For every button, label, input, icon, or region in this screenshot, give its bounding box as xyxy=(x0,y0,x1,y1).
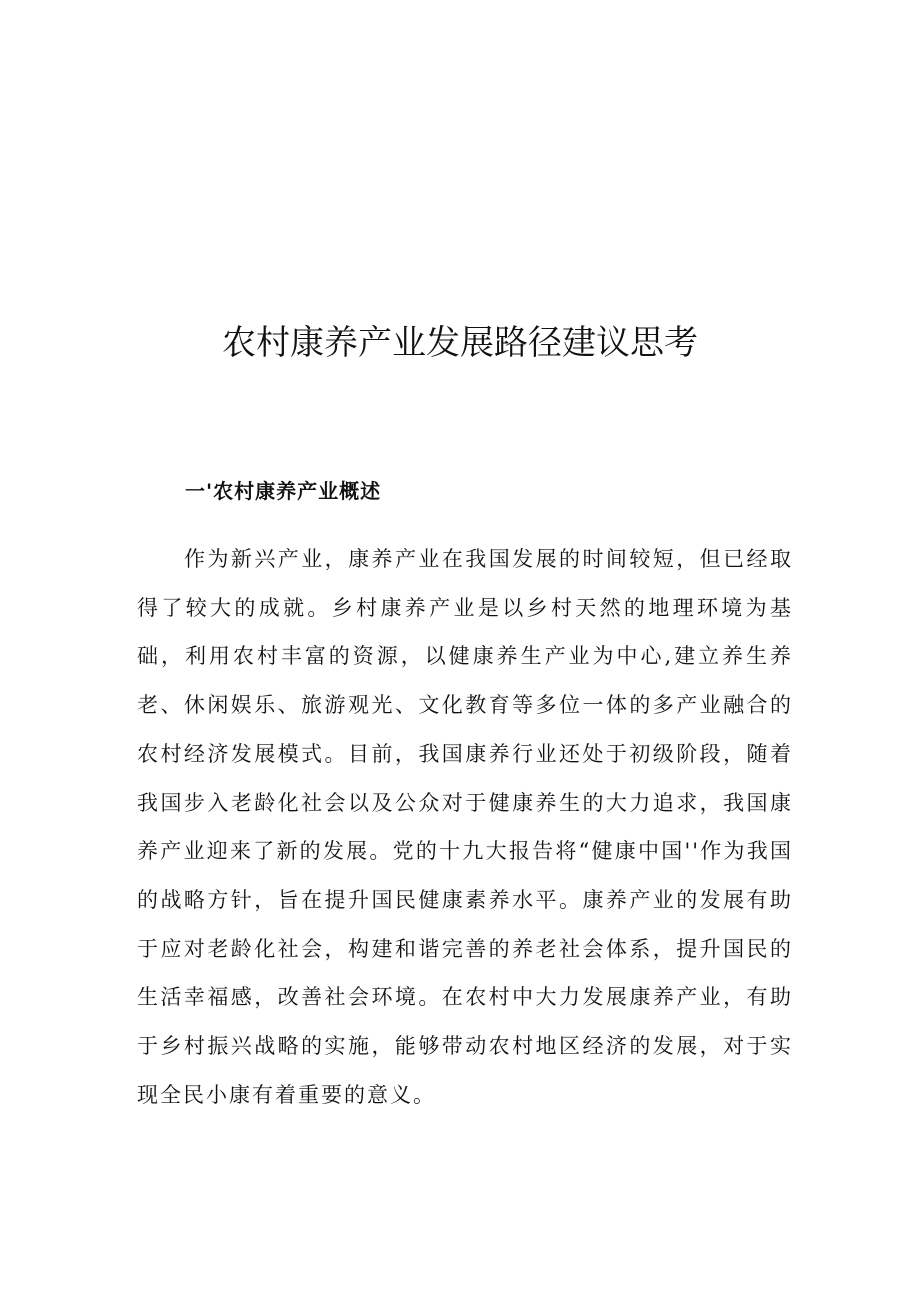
body-paragraph: 作为新兴产业，康养产业在我国发展的时间较短，但已经取得了较大的成就。乡村康养产业是以乡村天然的地理环境为基础，利用农村丰富的资源，以健康养生产业为中心,建立养生养老、休闲娱乐、旅游观光、文化教育等多位一体的多产业融合的农村经济发展模式。目前，我国康养行业还处于初级阶段，随着我国步入老龄化社会以及公众对于健康养生的大力追求，我国康养产业迎来了新的发展。党的十九大报告将“健康中国''作为我国的战略方针，旨在提升国民健康素养水平。康养产业的发展有助于应对老龄化社会，构建和谐完善的养老社会体系，提升国民的生活幸福感，改善社会环境。在农村中大力发展康养产业，有助于乡村振兴战略的实施，能够带动农村地区经济的发展，对于实现全民小康有着重要的意义。 xyxy=(137,547,793,1107)
section-heading: 一'农村康养产业概述 xyxy=(185,479,382,503)
document-title: 农村康养产业发展路径建议思考 xyxy=(222,323,698,363)
